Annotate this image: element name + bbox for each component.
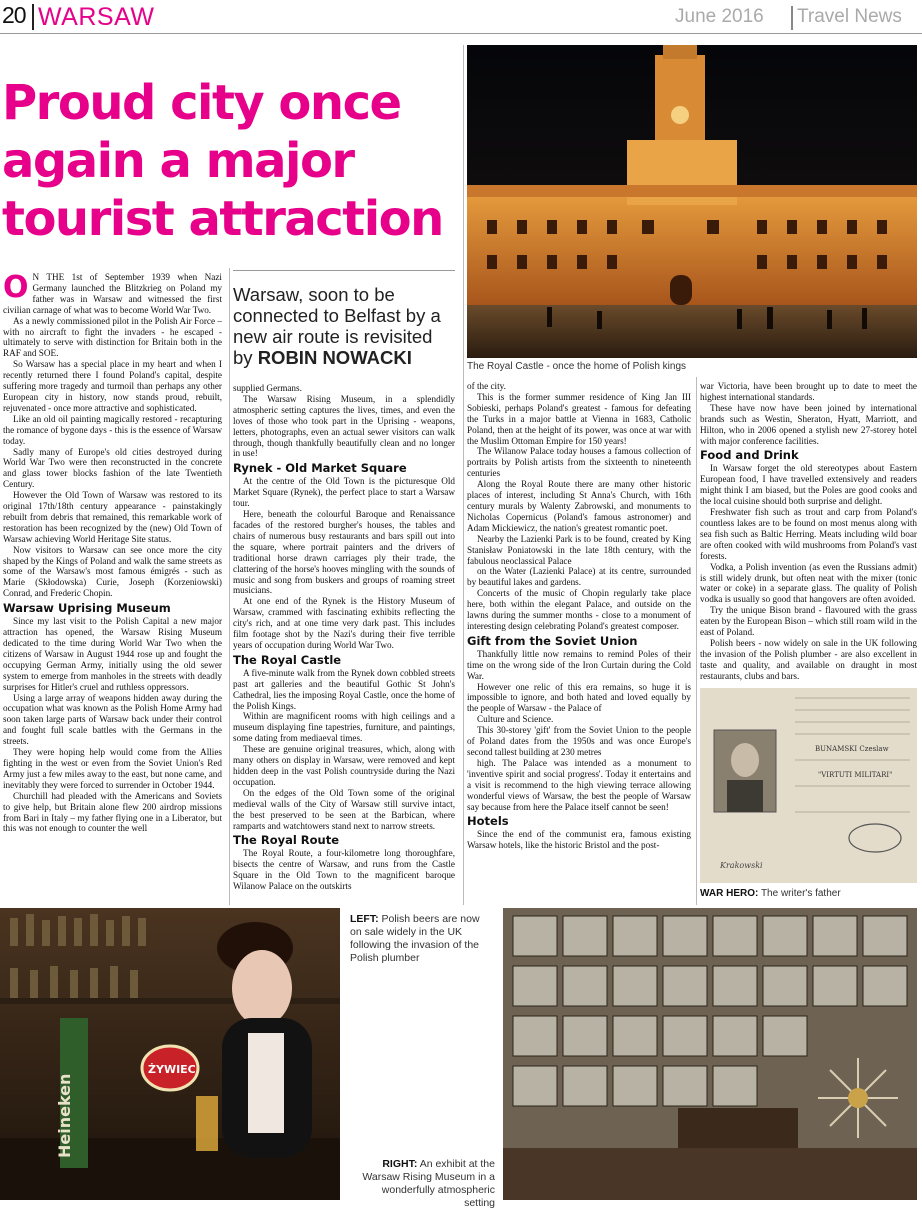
paragraph: These are genuine original treasures, which, along with many others on display in Warsaw, were removed and kept hidden deep in the vast Polish countryside during the Nazi occupation. [233, 744, 455, 787]
paragraph: war Victoria, have been brought up to date to meet the highest international standards. [700, 381, 917, 402]
page-number: 20 [2, 2, 26, 28]
paragraph: These have now have been joined by international brands such as Westin, Sheraton, Hyatt, Marriott, and Hilton, who in 2006 opened a stylish new 27-storey hotel with major conference facilities. [700, 402, 917, 446]
subheading: Food and Drink [700, 448, 799, 463]
byline-author: ROBIN NOWACKI [257, 347, 412, 368]
paragraph: Try the unique Bison brand - flavoured with the grass eaten by the European Bison – which still roam wild in the east of Poland. [700, 605, 917, 638]
column-rule [463, 45, 464, 905]
paragraph: This is the former summer residence of King Jan III Sobieski, perhaps Poland's greatest - famous for defeating the Turks in a major battle at Vienna in 1683, Catholic Poland, then at the height of its power, was once at war with the Muslim Ottoman Empire for 150 years! [467, 391, 691, 446]
paragraph: However one relic of this era remains, so huge it is impossible to ignore, and both hated and loved equally by the people of Warsaw - the Palace of [467, 681, 691, 714]
publication-name: Travel News [797, 6, 902, 27]
caption-text: An exhibit at the Warsaw Rising Museum in a wonderfully atmospheric setting [362, 1158, 495, 1209]
paragraph: Here, beneath the colourful Baroque and Renaissance facades of the restored burgher's houses, the tables and chairs of numerous busy restaurants and bars spill out into the square, where portrait painters and the drivers of traditional horse drawn carriages ply their trade, the clattering of the horse's hooves mingling with the sounds of music and song from buskers and groups of roaming street musicians. [233, 509, 455, 596]
article-column-4 [700, 381, 917, 683]
subheading: Gift from the Soviet Union [467, 633, 638, 648]
museum-illustration [503, 908, 917, 1200]
paragraph: The Royal Route, a four-kilometre long thoroughfare, bisects the centre of Warsaw, and runs from the Castle Square in the Old Town to the magnificent baroque Wilanow Palace on the outskirts [233, 848, 455, 892]
right-photo-caption [350, 1158, 495, 1210]
column-rule [696, 377, 697, 905]
paragraph: Since the end of the communist era, famous existing Warsaw hotels, like the historic Bristol and the post- [467, 829, 691, 851]
paragraph: Like an old oil painting magically restored - recapturing the romance of bygone days - this is the essence of Warsaw today. [3, 413, 222, 446]
subheading: Rynek - Old Market Square [233, 461, 407, 476]
caption-label: RIGHT: [382, 1158, 418, 1170]
caption-text: The writer's father [760, 888, 841, 899]
drop-cap: O [3, 272, 29, 305]
subheading: Warsaw Uprising Museum [3, 601, 171, 616]
war-hero-document-photo [700, 688, 917, 883]
header-divider [32, 4, 34, 30]
article-column-1 [3, 272, 222, 904]
caption-label: LEFT: [350, 913, 379, 925]
paragraph: They were hoping help would come from the Allies fighting in the west or even from the Soviet Union's Red Army just a few miles away to the east, but none came, and inevitably they were forced to surrender in October 1944. [3, 747, 222, 790]
paragraph: Nearby the Lazienki Park is to be found, created by King Stanisław Poniatowski in the late 18th century, with the fabulous neoclassical Palace [467, 533, 691, 566]
paragraph: Using a large array of weapons hidden away during the occupation what was known as the Polish Home Army had soon taken large parts of Warsaw back under their control and fought full scale battles with the Germans in the streets. [3, 692, 222, 747]
paragraph: On the edges of the Old Town some of the original medieval walls of the City of Warsaw still survive intact, the best preserved to be seen at the Barbican, where ramparts and watchtowers stand next to narrow streets. [233, 787, 455, 831]
document-signature: Krakowski [720, 861, 763, 870]
subheading: Hotels [467, 814, 509, 829]
subheading: The Royal Route [233, 833, 340, 848]
paragraph: Vodka, a Polish invention (as even the Russians admit) is still widely drunk, but often neat with the mixer (tonic water or coke) in a separate glass. The quality of Polish vodka is usually so good that hangovers are often avoided. [700, 561, 917, 605]
bar-illustration [0, 908, 340, 1200]
issue-date: June 2016 [675, 6, 764, 27]
header-rule [0, 33, 922, 34]
header-divider [791, 6, 793, 30]
paragraph: Churchill had pleaded with the Americans and Soviets to give help, but Britain alone flew 200 airdrop missions from Bari in Italy – my father flying one in a Liberator, but this was not enough to counter the well [3, 790, 222, 834]
paragraph: In Warsaw forget the old stereotypes about Eastern European food, I have travelled extensively and readers might think I am biased, but the Poles are good cooks and the local cuisine should both surprise and delight. [700, 463, 917, 507]
article-column-2 [233, 383, 455, 904]
paragraph: on the Water (Lazienki Palace) at its centre, surrounded by beautiful lakes and gardens. [467, 566, 691, 588]
paragraph: Culture and Science. [477, 714, 554, 725]
beer-brand: ŻYWIEC [148, 1063, 196, 1076]
paragraph: However the Old Town of Warsaw was restored to its original 17th/18th century appearance - painstakingly rebuilt from debris that remained, this remarkable work of restoration has been recognized by the (new) Old Town of Warsaw achieving World Heritage Site status. [3, 490, 222, 544]
section-title: WARSAW [38, 3, 155, 31]
royal-castle-illustration [467, 45, 917, 358]
paragraph: Sadly many of Europe's old cities destroyed during World War Two were then reconstructed in the concrete and glass tower blocks fashion of the late Twentieth Century. [3, 446, 222, 490]
subheading: The Royal Castle [233, 652, 342, 667]
column-rule [229, 268, 230, 905]
standfirst-rule [233, 270, 455, 271]
paragraph: So Warsaw has a special place in my heart and when I recently returned there I found Poland's capital, despite suffering more tragedy and turmoil than perhaps any other European city in history, now stands proud, rebuilt, rejuvenated - once more attractive and sophisticated. [3, 359, 222, 413]
paragraph: Since my last visit to the Polish Capital a new major attraction has opened, the Warsaw Rising Museum dedicated to the time during World War Two when the citizens of Warsaw in August 1944 rose up and fought the occupying German Army, initially using the old sewer system to emerge from manholes in the streets with deadly surprises for Hitler's cruel and ruthless oppressors. [3, 616, 222, 692]
paragraph: Thankfully little now remains to remind Poles of their time on the wrong side of the Iron Curtain during the Cold War. [467, 648, 691, 681]
paragraph: supplied Germans. [233, 383, 302, 393]
left-photo-caption [350, 913, 490, 965]
paragraph: of the city. [467, 381, 506, 391]
castle-caption: The Royal Castle - once the home of Polish kings [467, 361, 686, 372]
paragraph: This 30-storey 'gift' from the Soviet Union to the people of Poland dates from the 1950s and was once Europe's second tallest building at 230 metres [467, 725, 691, 757]
paragraph: Freshwater fish such as trout and carp from Poland's countless lakes are to be found on most menus along with sea fish such as Baltic Herring. Meats including wild boar are often cooked with wild mushrooms from Poland's vast forests. [700, 507, 917, 561]
paragraph: Polish beers - now widely on sale in the UK following the invasion of the Polish plumber - are also excellent in taste and quality, and available on draught in most restaurants, clubs and bars. [700, 637, 917, 681]
document-name: BUNAMSKI Czeslaw [815, 745, 889, 753]
tap-brand: Heineken [55, 1073, 74, 1158]
paragraph: The Wilanow Palace today houses a famous collection of portraits by Polish artists from the sixteenth to nineteenth centuries [467, 446, 691, 479]
polish-beer-bar-photo [0, 908, 340, 1200]
headline: Proud city once again a major tourist attraction [2, 75, 443, 247]
royal-castle-photo [467, 45, 917, 358]
paragraph: The Warsaw Rising Museum, in a splendidly atmospheric setting captures the lives, times, and even the loves of those who took part in the Uprising - weapons, letters, photographs, even an actual sewer visitors can walk through, though thankfully beautifully clean and no longer in use! [233, 393, 455, 459]
standfirst-text: Warsaw, soon to be connected to Belfast by a new air route is revisited by [233, 284, 441, 368]
paragraph: Now visitors to Warsaw can see once more the city shaped by the Kings of Poland and walk the same streets as some of the Warsaw's most famous émigrés - such as Marie (Skłodowska) Curie, Joseph (Korzeniowski) Conrad, and Frederic Chopin. [3, 544, 222, 599]
rising-museum-exhibit-photo [503, 908, 917, 1200]
war-hero-caption [700, 888, 917, 900]
paragraph: Concerts of the music of Chopin regularly take place here, both within the elegant Palace, and outside on the lawns during the summer months - close to a monument of interesting design celebrating Poland's greatest composer. [467, 588, 691, 631]
paragraph: A five-minute walk from the Rynek down cobbled streets past art galleries and the beautiful Gothic St John's Cathedral, lies the imposing Royal Castle, once the home of the Polish Kings. [233, 667, 455, 711]
paragraph: O N THE 1st of September 1939 when Nazi Germany launched the Blitzkrieg on Poland my father was in Warsaw and witnessed the first civilian carnage of what was to become World War Two. [3, 272, 222, 315]
paragraph: high. The Palace was intended as a monument to 'inventive spirit and social progress'. Today it entertains and a visit is recommend to the high viewing terrace allowing wonderful views of Warsaw, the best the people of Warsaw say because from here the Palace itself cannot be seen! [467, 757, 691, 812]
article-column-3 [467, 381, 691, 904]
paragraph: As a newly commissioned pilot in the Polish Air Force – with no aircraft to fight the invaders - he escaped - ultimately to serve with distinction for Britain both in the RAF and SOE. [3, 315, 222, 359]
caption-label: WAR HERO: [700, 888, 759, 899]
paragraph: Along the Royal Route there are many other historic places of interest, including St Anna's Church, with 16th century murals by Walenty Zabrowski, and monuments to Nicholas Copernicus (Poland's famous astronomer) and Adam Mickiewicz, the nation's greatest romantic poet. [467, 479, 691, 533]
document-title: "VIRTUTI MILITARI" [818, 771, 893, 779]
paragraph: At the centre of the Old Town is the picturesque Old Market Square (Rynek), the perfect place to start a Warsaw tour. [233, 476, 455, 509]
standfirst [233, 284, 455, 368]
paragraph: At one end of the Rynek is the History Museum of Warsaw, crammed with fascinating exhibits reflecting the city's rich, and at one time very dark past. This includes film footage shot by the Nazi's during their five terrible years of occupation during World War Two. [233, 596, 455, 650]
caption-text: Polish beers are now on sale widely in the UK following the invasion of the Polish plumber [350, 913, 480, 964]
document-illustration [700, 688, 917, 883]
paragraph: Within are magnificent rooms with high ceilings and a museum displaying fine tapestries, furniture, and paintings, some dating from mediaeval times. [233, 711, 455, 744]
